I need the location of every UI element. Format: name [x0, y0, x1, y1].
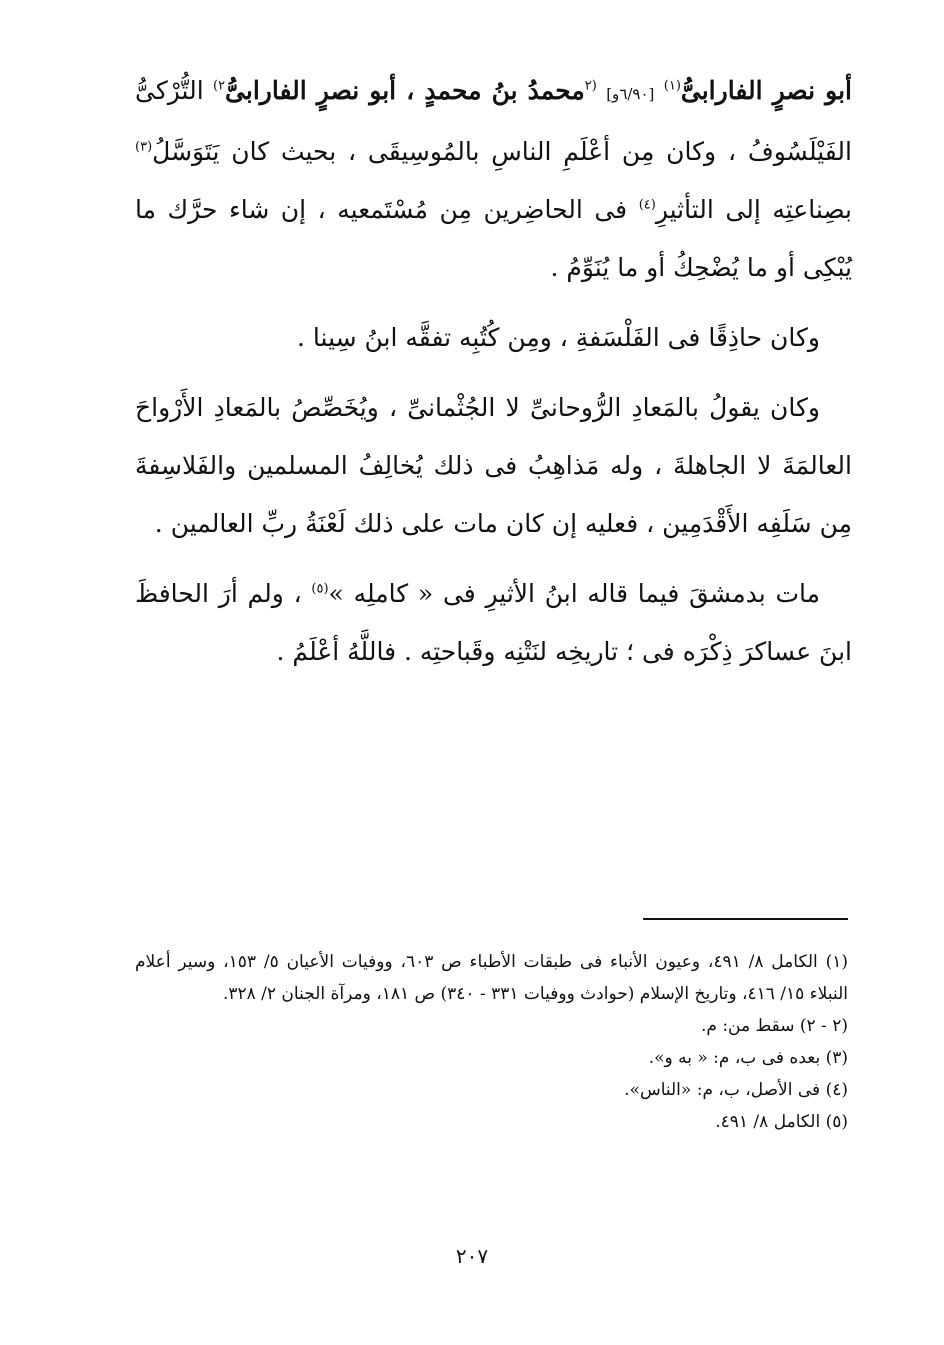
footnote-4: (٤) فى الأصل، ب، م: «الناس». — [624, 1080, 848, 1100]
footnote-ref-2-open: (٢ — [584, 78, 597, 94]
paragraph-2: وكان حاذِقًا فى الفَلْسَفةِ ، ومِن كُتُبِه تفقَّه ابنُ سِينا . — [297, 323, 820, 352]
entry-heading-a: أبو نصرٍ الفارابىُّ — [680, 76, 852, 105]
paragraph-1-text-b: بصِناعتِه إلى التأثيرِ — [655, 195, 852, 224]
paragraph-1 — [135, 62, 852, 297]
page-number: ٢٠٧ — [455, 1244, 489, 1268]
paragraph-4-text-b: ، ولم أرَ الحافظَ ابنَ عساكرَ ذِكْرَه فى ؛ تاريخِه لنَتْنِه وقَباحتِه . فاللَّهُ أعْلَمُ . — [135, 579, 852, 666]
footnote-ref-5: (٥) — [311, 581, 329, 597]
paragraph-1-text-c: فى الحاضِرين مِن مُسْتَمعيه ، إن شاء حرَّك ما يُبْكِى أو ما يُضْحِكُ أو ما يُنَوِّمُ . — [135, 195, 852, 282]
paragraph-4 — [135, 565, 852, 681]
footnote-separator — [643, 918, 848, 920]
manuscript-folio-marker: [٦/٩٠و] — [606, 85, 655, 103]
footnote-1: (١) الكامل ٨/ ٤٩١، وعيون الأنباء فى طبقات الأطباء ص ٦٠٣، ووفيات الأعيان ٥/ ١٥٣، وسير أعلام النبلاء ١٥/ ٤١٦، وتاريخ الإسلام (حوادث ووفيات ٣٣١ - ٣٤٠) ص ١٨١، ومرآة الجنان ٢/ ٣٢٨. — [135, 952, 848, 1004]
entry-heading-b: محمدُ بنُ محمدٍ ، أبو نصرٍ الفارابىُّ — [225, 76, 585, 105]
footnote-ref-4: (٤) — [638, 197, 656, 213]
footnote-3: (٣) بعده فى ب، م: « به و». — [648, 1048, 848, 1068]
main-text — [135, 62, 852, 693]
paragraph-1-text-a: التُّرْكىُّ الفَيْلَسُوفُ ، وكان مِن أعْلَمِ الناسِ بالمُوسِيقَى ، بحيث كان يَتَوَسَّلُ — [135, 76, 852, 166]
footnote-ref-2-close: ٢) — [212, 78, 226, 94]
footnote-ref-1: (١) — [663, 78, 681, 94]
paragraph-3: وكان يقولُ بالمَعادِ الرُّوحانىِّ لا الجُثْمانىِّ ، ويُخَصِّصُ بالمَعادِ الأَرْواحَ العالمَةَ لا الجاهلةَ ، وله مَذاهِبُ فى ذلك يُخالِفُ المسلمين والفَلاسِفةَ مِن سَلَفِه الأَقْدَمِين ، فعليه إن كان مات على ذلك لَعْنَةُ ربِّ العالمين . — [135, 393, 852, 538]
paragraph-4-text-a: مات بدمشقَ فيما قاله ابنُ الأثيرِ فى « كاملِه » — [328, 579, 820, 608]
footnote-5: (٥) الكامل ٨/ ٤٩١. — [715, 1112, 848, 1132]
footnote-2: (٢ - ٢) سقط من: م. — [700, 1016, 848, 1036]
footnote-ref-3: (٣) — [135, 139, 153, 155]
footnotes — [135, 946, 848, 1138]
